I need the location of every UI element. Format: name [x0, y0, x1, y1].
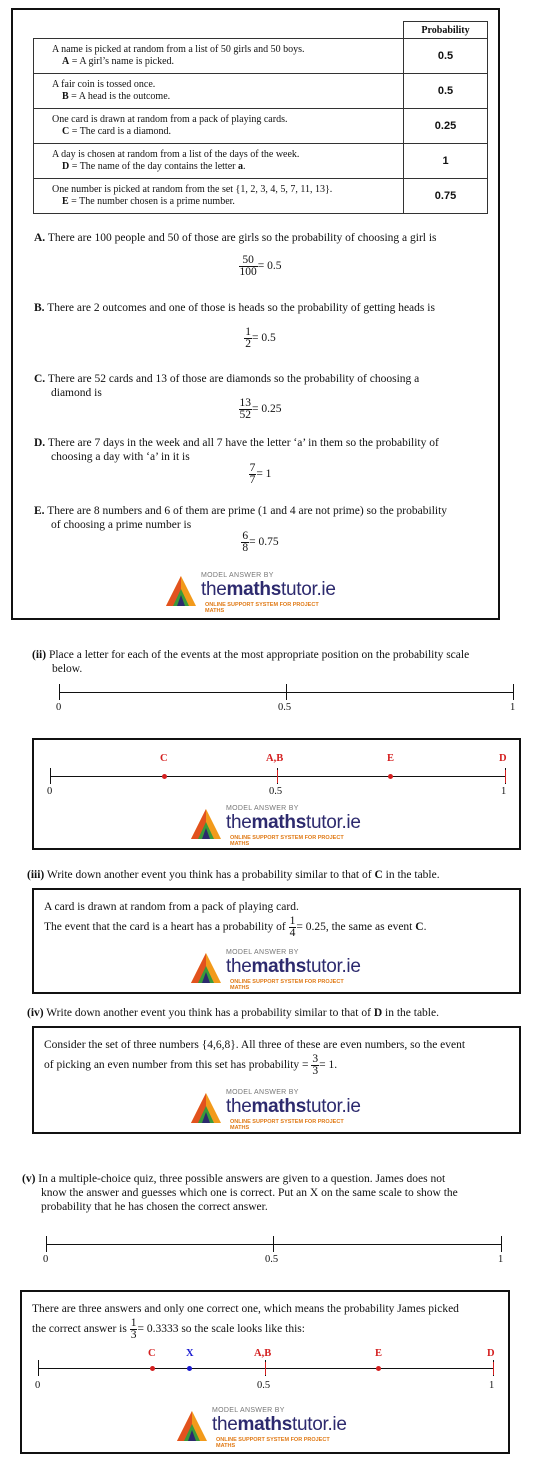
- table-row: One card is drawn at random from a pack of playing cards. C = The card is a diamond. 0.25: [34, 109, 488, 144]
- logo-triangle-icon: [190, 808, 222, 840]
- mark-label-e: E: [387, 753, 395, 764]
- logo-triangle-icon: [165, 575, 197, 607]
- answer-v: There are three answers and only one correct one, which means the probability James picked the correct answer is $\frac{1}{3}$ = 0.3333 so the scale looks like this:: [32, 1303, 459, 1341]
- thematstutor-logo: MODEL ANSWER BY themathstutor.ie ONLINE SUPPORT SYSTEM FOR PROJECT MATHS: [176, 1408, 346, 1444]
- answer-iv: Consider the set of three numbers {4,6,8}. All three of these are even numbers, so the event of picking an even number from this set has probability = $\frac{3}{3}$ = 1.: [44, 1039, 466, 1077]
- thematstutor-logo: MODEL ANSWER BY themathstutor.ie ONLINE SUPPORT SYSTEM FOR PROJECT MATHS: [190, 806, 360, 842]
- thematstutor-logo: MODEL ANSWER BY themathstutor.ie ONLINE SUPPORT SYSTEM FOR PROJECT MATHS: [190, 1090, 360, 1126]
- mark-label-d: D: [499, 753, 507, 764]
- mark-label-c: C: [160, 753, 168, 764]
- probability-table: [33, 21, 488, 214]
- mark-point-e: [388, 774, 393, 779]
- answer-b-fraction: $\frac{1}{2}$ = 0.5: [245, 326, 276, 350]
- logo-triangle-icon: [190, 1092, 222, 1124]
- answer-e: E. There are 8 numbers and 6 of them are prime (1 and 4 are not prime) so the probability of choosing a prime number is: [34, 505, 448, 531]
- thematstutor-logo: MODEL ANSWER BY themathstutor.ie ONLINE SUPPORT SYSTEM FOR PROJECT MATHS: [165, 573, 335, 609]
- table-row: A day is chosen at random from a list of the days of the week. D = The name of the day contains the letter a. 1: [34, 144, 488, 179]
- answer-iii: A card is drawn at random from a pack of playing card. The event that the card is a heart has a probability of $\frac{1}{4}$ = 0.25, the same as event C.: [44, 901, 427, 939]
- mark-label-c: C: [148, 1348, 156, 1359]
- mark-point-d: [505, 770, 506, 783]
- mark-point-x: [187, 1366, 192, 1371]
- answer-d: D. There are 7 days in the week and all 7 have the letter ‘a’ in them so the probability of choosing a day with ‘a’ in it is: [34, 437, 439, 463]
- mark-point-e: [376, 1366, 381, 1371]
- table-row: One number is picked at random from the set {1, 2, 3, 4, 5, 7, 11, 13}. E = The number chosen is a prime number. 0.75: [34, 179, 488, 214]
- table-header-row: [34, 22, 488, 39]
- table-row: A fair coin is tossed once. B = A head is the outcome. 0.5: [34, 74, 488, 109]
- answer-d-fraction: $\frac{7}{7}$ = 1: [249, 462, 272, 486]
- mark-point-d: [493, 1362, 494, 1375]
- answer-e-fraction: $\frac{6}{8}$ = 0.75: [242, 530, 279, 554]
- mark-label-x: X: [186, 1348, 194, 1359]
- probability-value: 0.5: [404, 74, 488, 109]
- question-ii: (ii) Place a letter for each of the events at the most appropriate position on the probability scale below.: [32, 649, 470, 675]
- answer-a: A. There are 100 people and 50 of those are girls so the probability of choosing a girl is: [34, 232, 437, 244]
- logo-triangle-icon: [190, 952, 222, 984]
- answer-a-fraction: $\frac{50}{100}$ = 0.5: [239, 254, 282, 278]
- table-row: A name is picked at random from a list of 50 girls and 50 boys. A = A girl’s name is picked. 0.5: [34, 39, 488, 74]
- probability-value: 0.5: [404, 39, 488, 74]
- probability-value: 1: [404, 144, 488, 179]
- mark-label-e: E: [375, 1348, 383, 1359]
- probability-header: Probability: [404, 22, 488, 39]
- answer-b: B. There are 2 outcomes and one of those is heads so the probability of getting heads is: [34, 302, 435, 314]
- mark-label-ab: A,B: [266, 753, 284, 764]
- question-v: (v) In a multiple-choice quiz, three possible answers are given to a question. James does not know the answer and guesses which one is correct. Put an X on the same scale to show the probability that he has chosen the correct answer.: [22, 1173, 458, 1213]
- mark-label-d: D: [487, 1348, 495, 1359]
- mark-point-c: [162, 774, 167, 779]
- probability-value: 0.75: [404, 179, 488, 214]
- logo-triangle-icon: [176, 1410, 208, 1442]
- mark-point-ab: [265, 1362, 266, 1375]
- question-iv: (iv) Write down another event you think has a probability similar to that of D in the table.: [27, 1007, 439, 1019]
- mark-label-ab: A,B: [254, 1348, 272, 1359]
- thematstutor-logo: MODEL ANSWER BY themathstutor.ie ONLINE SUPPORT SYSTEM FOR PROJECT MATHS: [190, 950, 360, 986]
- probability-value: 0.25: [404, 109, 488, 144]
- answer-c: C. There are 52 cards and 13 of those are diamonds so the probability of choosing a diamond is: [34, 373, 420, 399]
- answer-c-fraction: $\frac{13}{52}$ = 0.25: [239, 397, 282, 421]
- mark-point-c: [150, 1366, 155, 1371]
- question-iii: (iii) Write down another event you think has a probability similar to that of C in the table.: [27, 869, 440, 881]
- mark-point-ab: [277, 770, 278, 783]
